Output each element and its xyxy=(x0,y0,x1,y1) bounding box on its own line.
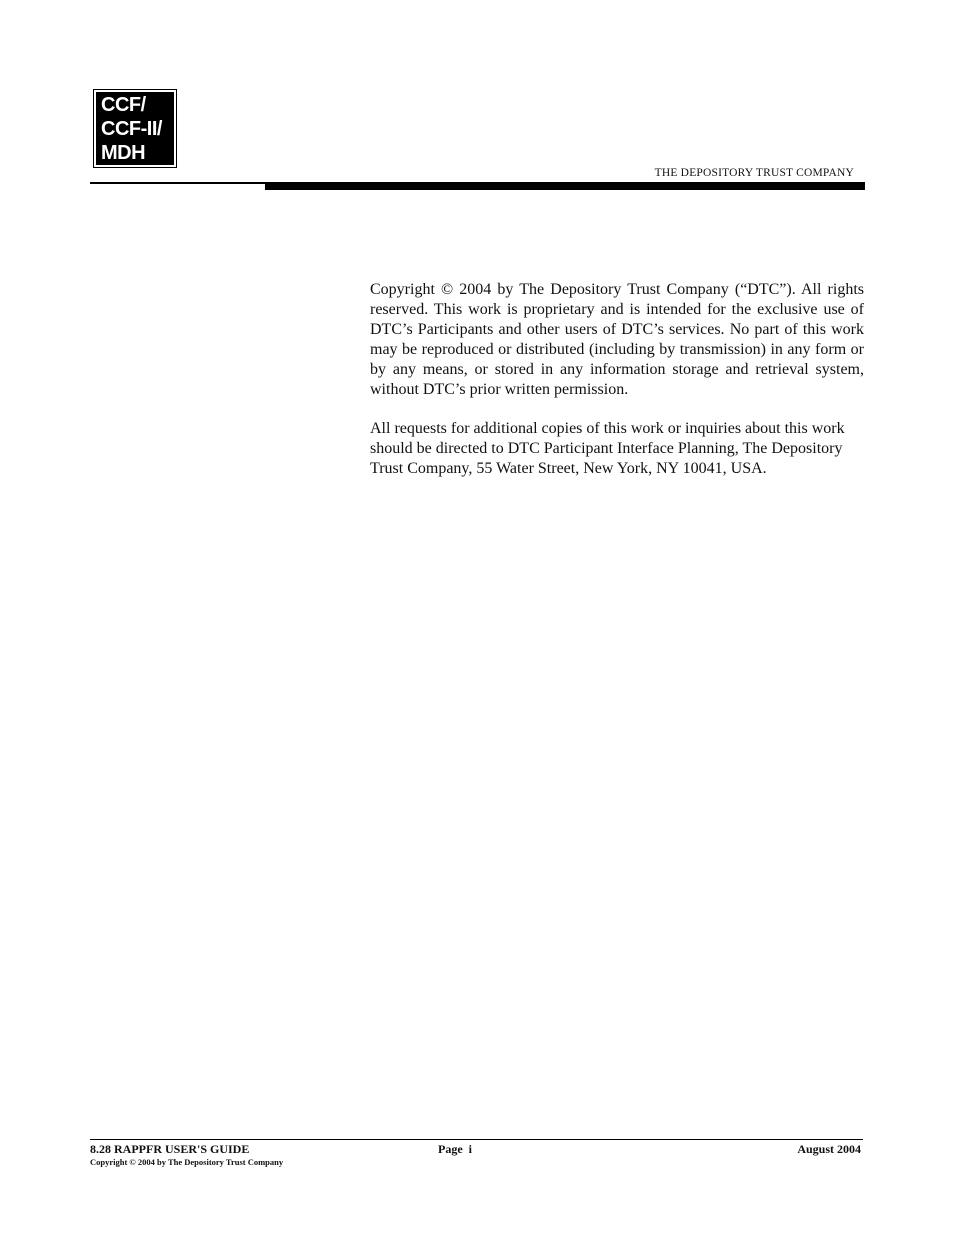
logo-mark xyxy=(96,92,174,165)
copyright-paragraph: Copyright © 2004 by The Depository Trust Company (“DTC”). All rights reserved. This work is proprietary and is intended for the exclusive use of DTC’s Participants and other users of DTC’s services. No part of this work may be reproduced or distributed (including by transmission) in any form or by any means, or stored in any information storage and retrieval system, without DTC’s prior written permission. xyxy=(370,281,864,398)
copyright-notice xyxy=(370,280,864,498)
requests-paragraph: All requests for additional copies of this work or inquiries about this work should be directed to DTC Participant Interface Planning, The Depository Trust Company, 55 Water Street, New York, NY 10041, USA. xyxy=(370,420,845,477)
header-rule-thin xyxy=(90,182,265,184)
header-company-name: THE DEPOSITORY TRUST COMPANY xyxy=(654,167,854,179)
footer-guide-title: 8.28 RAPPFR USER'S GUIDE xyxy=(90,1142,250,1156)
logo-line-ccf: CCF/ xyxy=(101,94,146,116)
footer-date: August 2004 xyxy=(797,1142,861,1156)
logo-line-mdh: MDH xyxy=(101,142,146,164)
footer-rule xyxy=(90,1139,863,1140)
logo-line-ccf-ii: CCF-II/ xyxy=(101,118,162,140)
header-rule-thick xyxy=(265,182,865,190)
footer-page-number: Page i xyxy=(438,1142,472,1156)
footer-copyright: Copyright © 2004 by The Depository Trust Company xyxy=(90,1157,284,1167)
ccf-mdh-logo xyxy=(93,89,177,168)
